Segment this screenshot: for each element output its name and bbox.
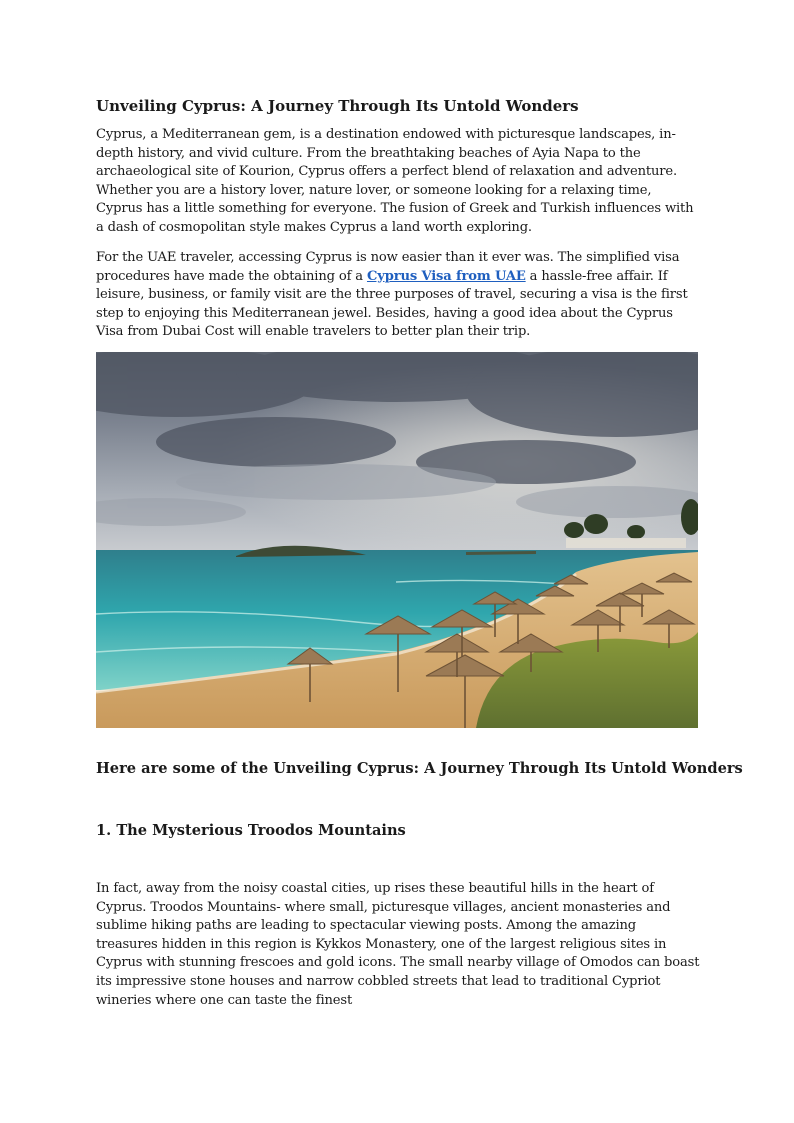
troodos-paragraph: In fact, away from the noisy coastal cities, up rises these beautiful hills in the heart of Cyprus. Troodos Mountains- where small, picturesque villages, ancient monasteries and sublime hiking paths are leading to spectacular viewing posts. Among the amazing treasures hidden in this region is Kykkos Monastery, one of the largest religious sites in Cyprus with stunning frescoes and gold icons. The small nearby village of Omodos can boast its impressive stone houses and narrow cobbled streets that lead to traditional Cypriot wineries where one can taste the finest — [96, 881, 700, 1008]
visa-text-after: a hassle-free affair. If leisure, business, or family visit are the three purposes of travel, securing a visa is the first step to enjoying this Mediterranean jewel. Besides, having a good idea about the Cyprus Visa from Dubai Cost will enable travelers to better plan their trip. — [96, 268, 688, 340]
visa-text-before: For the UAE traveler, accessing Cyprus is now easier than it ever was. The simplified visa procedures have made the obtaining of a — [96, 250, 680, 284]
visa-paragraph — [96, 249, 700, 342]
beach-photo — [96, 352, 698, 728]
intro-paragraph: Cyprus, a Mediterranean gem, is a destination endowed with picturesque landscapes, in-depth history, and vivid culture. From the breathtaking beaches of Ayia Napa to the archaeological site of Kourion, Cyprus offers a perfect blend of relaxation and adventure. Whether you are a history lover, nature lover, or someone looking for a relaxing time, Cyprus has a little something for everyone. The fusion of Greek and Turkish influences with a dash of cosmopolitan style makes Cyprus a land worth exploring. — [96, 127, 694, 235]
subsection-heading: 1. The Mysterious Troodos Mountains — [96, 822, 406, 839]
article-title: Unveiling Cyprus: A Journey Through Its Untold Wonders — [96, 97, 579, 115]
section-heading: Here are some of the Unveiling Cyprus: A Journey Through Its Untold Wonders — [96, 760, 743, 777]
cyprus-visa-link[interactable]: Cyprus Visa from UAE — [366, 268, 526, 284]
